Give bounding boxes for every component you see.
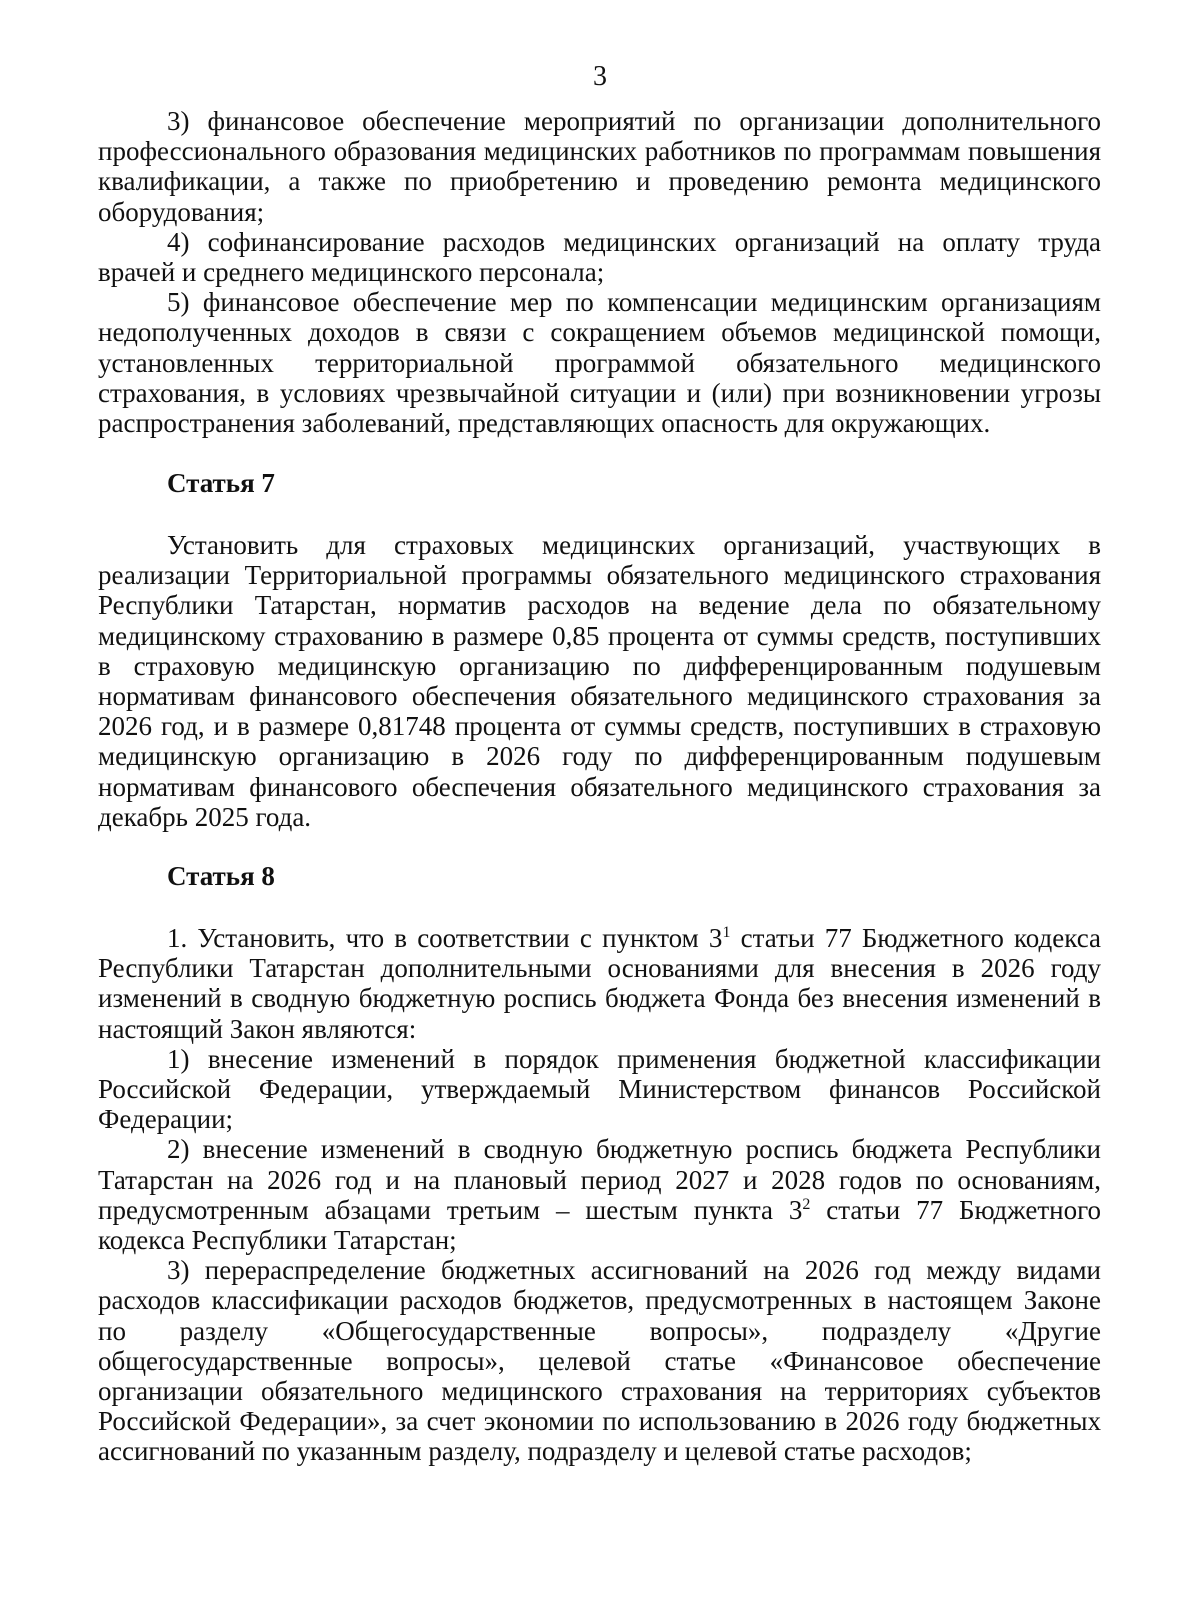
- list-item: 5) финансовое обеспечение мер по компенсации медицинским организациям недополученных доходов в связи с сокращением объемов медицинской помощи, установленных территориальной программой обязательного медицинского страхования, в условиях чрезвычайной ситуации и (или) при возникновении угрозы распространения заболеваний, представляющих опасность для окружающих.: [98, 287, 1101, 439]
- article-7-paragraph: Установить для страховых медицинских организаций, участвующих в реализации Территориальной программы обязательного медицинского страхования Республики Татарстан, норматив расходов на ведение дела по обязательному медицинскому страхованию в размере 0,85 процента от суммы средств, поступивших в страховую медицинскую организацию по дифференцированным подушевым нормативам финансового обеспечения обязательного медицинского страхования за 2026 год, и в размере 0,81748 процента от суммы средств, поступивших в страховую медицинскую организацию в 2026 году по дифференцированным подушевым нормативам финансового обеспечения обязательного медицинского страхования за декабрь 2025 года.: [98, 530, 1101, 832]
- text-run: статьи 77 Бюджетного кодекса Республики Татарстан;: [98, 1194, 1101, 1256]
- text-run: 1. Установить, что в соответствии с пунктом 3: [167, 923, 723, 953]
- superscript: 1: [722, 924, 731, 941]
- article-7-body: [98, 530, 1101, 832]
- intro-items: [98, 106, 1101, 438]
- list-item: [98, 1134, 1101, 1255]
- page-number: 3: [593, 61, 607, 92]
- list-item: 1) внесение изменений в порядок применения бюджетной классификации Российской Федерации, утверждаемый Министерством финансов Российской Федерации;: [98, 1043, 1101, 1135]
- text-run: 2) внесение изменений в сводную бюджетную роспись бюджета Республики Татарстан на 2026 год и на плановый период 2027 и 2028 годов по основаниям, предусмотренным абзацами третьим – шестым пункта 3: [98, 1134, 1101, 1225]
- article-8-body: [98, 923, 1101, 1467]
- list-item: 3) перераспределение бюджетных ассигнований на 2026 год между видами расходов классификации расходов бюджетов, предусмотренных в настоящем Законе по разделу «Общегосударственные вопросы», подразделу «Другие общегосударственные вопросы», целевой статье «Финансовое обеспечение организации обязательного медицинского страхования на территориях субъектов Российской Федерации», за счет экономии по использованию в 2026 году бюджетных ассигнований по указанным разделу, подразделу и целевой статье расходов;: [98, 1255, 1101, 1467]
- article-7-heading: Статья 7: [167, 468, 275, 498]
- superscript: 2: [802, 1195, 811, 1213]
- list-item: 3) финансовое обеспечение мероприятий по организации дополнительного профессионального образования медицинских работников по программам повышения квалификации, а также по приобретению и проведению ремонта медицинского оборудования;: [98, 106, 1101, 227]
- text-run: статьи 77 Бюджетного кодекса Республики Татарстан дополнительными основаниями для внесения в 2026 году изменений в сводную бюджетную роспись бюджета Фонда без внесения изменений в настоящий Закон являются:: [98, 923, 1101, 1044]
- list-item: 4) софинансирование расходов медицинских организаций на оплату труда врачей и среднего медицинского персонала;: [98, 226, 1101, 288]
- article-8-heading: Статья 8: [167, 861, 275, 891]
- article-8-paragraph-1: [98, 923, 1101, 1044]
